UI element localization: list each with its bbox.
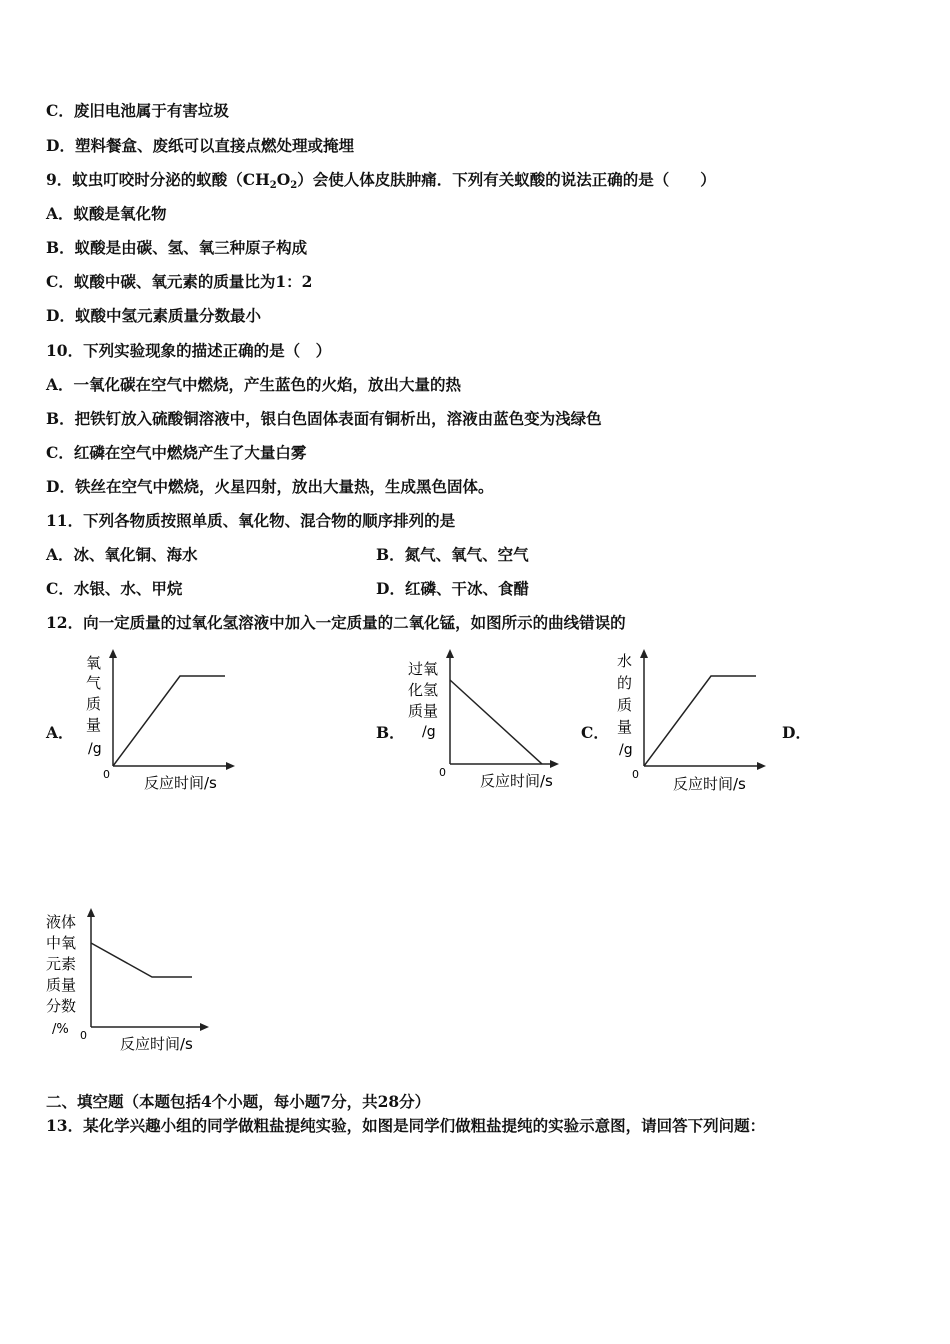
graph-b-curve [450, 680, 542, 764]
graph-c-xlabel: 反应时间/s [673, 775, 746, 793]
q13-stem: 13．某化学兴趣小组的同学做粗盐提纯实验，如图是同学们做粗盐提纯的实验示意图，请回答下列问题： [46, 1116, 766, 1135]
graph-d-x-arrow [200, 1023, 209, 1031]
graph-d-ylabel-6: /% [52, 1022, 69, 1037]
q10-option-d: D．铁丝在空气中燃烧，火星四射，放出大量热，生成黑色固体。 [46, 477, 494, 496]
graph-b-label: B． [376, 723, 405, 742]
graph-d-ylabel-4: 质量 [46, 976, 77, 994]
q9-stem-mid: O [276, 170, 291, 189]
graph-d-label: D． [782, 723, 811, 742]
graph-a-xlabel: 反应时间/s [144, 774, 217, 792]
graph-b-y-arrow [446, 649, 454, 658]
q11-stem: 11．下列各物质按照单质、氧化物、混合物的顺序排列的是 [46, 511, 456, 530]
graph-d [44, 907, 224, 1057]
q10-stem: 10．下列实验现象的描述正确的是（ ） [46, 341, 332, 360]
graph-d-origin: 0 [80, 1029, 87, 1042]
graph-c-label: C． [581, 723, 609, 742]
graph-d-ylabel-2: 中氧 [46, 934, 77, 952]
graph-b-ylabel-1: 过氧 [408, 660, 439, 678]
graph-c-ylabel-4: 量 [617, 718, 633, 736]
q9-stem-post: ）会使人体皮肤肿痛．下列有关蚁酸的说法正确的是（ ） [297, 170, 716, 189]
q11-option-c: C．水银、水、甲烷 [46, 579, 183, 598]
q9-option-d: D．蚁酸中氢元素质量分数最小 [46, 306, 261, 325]
graph-a-ylabel-3: 质 [86, 695, 102, 713]
q11-option-a: A．冰、氧化铜、海水 [46, 545, 198, 564]
graph-c-ylabel-5: /g [619, 742, 633, 758]
graph-b [404, 648, 579, 798]
graph-b-x-arrow [550, 760, 559, 768]
graph-d-ylabel-3: 元素 [46, 955, 77, 973]
graph-a [80, 648, 250, 798]
graph-c-y-arrow [640, 649, 648, 658]
q9-option-c: C．蚁酸中碳、氧元素的质量比为1：2 [46, 272, 313, 291]
q9-option-b: B．蚁酸是由碳、氢、氧三种原子构成 [46, 238, 308, 257]
graph-a-ylabel-1: 氧 [86, 654, 102, 672]
graph-b-ylabel-2: 化氢 [408, 681, 439, 699]
graph-d-curve [91, 943, 192, 977]
graph-b-xlabel: 反应时间/s [480, 772, 553, 790]
q10-option-a: A．一氧化碳在空气中燃烧，产生蓝色的火焰，放出大量的热 [46, 375, 462, 394]
graph-c-curve [644, 676, 756, 766]
graph-b-ylabel-3: 质量 [408, 702, 439, 720]
q8-option-c: C．废旧电池属于有害垃圾 [46, 101, 229, 120]
graph-c-x-arrow [757, 762, 766, 770]
graph-d-xlabel: 反应时间/s [120, 1035, 193, 1053]
graph-c-origin: 0 [632, 768, 639, 781]
q10-option-c: C．红磷在空气中燃烧产生了大量白雾 [46, 443, 307, 462]
q9-sub1: 2 [269, 180, 277, 191]
graph-a-ylabel-4: 量 [86, 716, 102, 734]
q8-option-d: D．塑料餐盒、废纸可以直接点燃处理或掩埋 [46, 136, 354, 155]
graph-c-ylabel-1: 水 [617, 652, 633, 670]
graph-a-ylabel-2: 气 [86, 674, 102, 692]
graph-a-x-arrow [226, 762, 235, 770]
graph-a-svg [80, 648, 250, 798]
graph-b-ylabel-4: /g [422, 724, 436, 740]
q12-stem: 12．向一定质量的过氧化氢溶液中加入一定质量的二氧化锰，如图所示的曲线错误的 [46, 613, 626, 632]
q9-stem [46, 170, 716, 196]
graph-a-label: A． [46, 723, 74, 742]
graph-b-origin: 0 [439, 766, 446, 779]
graph-a-curve [113, 676, 225, 766]
q9-option-a: A．蚁酸是氧化物 [46, 204, 167, 223]
graph-c-ylabel-3: 质 [617, 696, 633, 714]
graph-b-svg [404, 648, 579, 798]
graph-d-ylabel-1: 液体 [46, 913, 77, 931]
q10-option-b: B．把铁钉放入硫酸铜溶液中，银白色固体表面有铜析出，溶液由蓝色变为浅绿色 [46, 409, 602, 428]
graph-d-y-arrow [87, 908, 95, 917]
q11-option-b: B．氮气、氧气、空气 [376, 545, 529, 564]
q11-option-d: D．红磷、干冰、食醋 [376, 579, 529, 598]
graph-c [611, 648, 781, 798]
graph-a-origin: 0 [103, 768, 110, 781]
graph-d-ylabel-5: 分数 [46, 997, 77, 1015]
graph-c-ylabel-2: 的 [617, 674, 633, 692]
q9-sub2: 2 [290, 180, 298, 191]
graph-a-y-arrow [109, 649, 117, 658]
graph-c-svg [611, 648, 781, 798]
graph-d-svg [44, 907, 224, 1057]
section-2-heading: 二、填空题（本题包括4个小题，每小题7分，共28分） [46, 1092, 431, 1111]
q9-stem-pre: 9．蚊虫叮咬时分泌的蚁酸（CH [46, 170, 270, 189]
graph-a-ylabel-5: /g [88, 741, 102, 757]
